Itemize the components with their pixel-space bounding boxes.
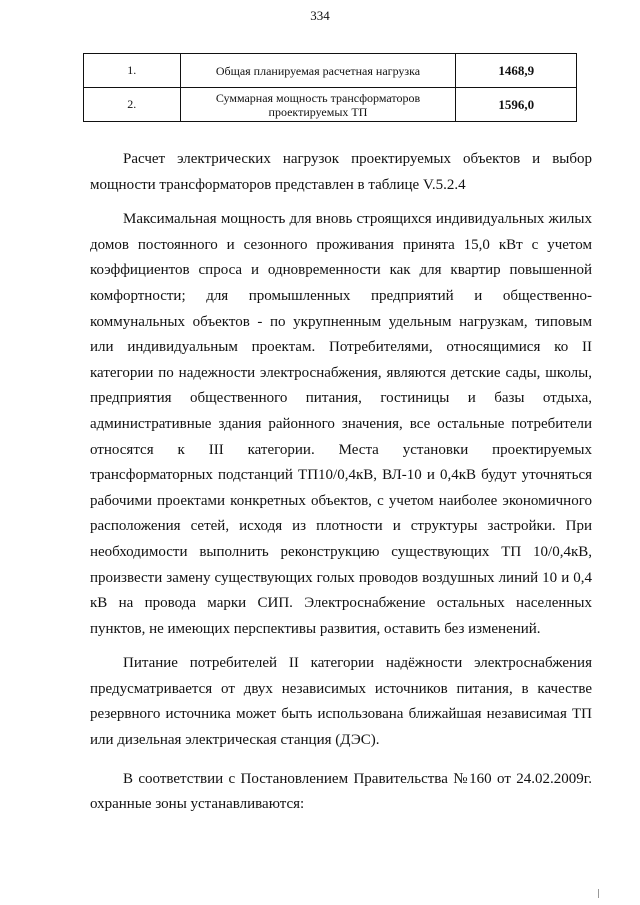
paragraph-category-ii-supply: Питание потребителей II категории надёжности электроснабжения предусматривается от двух независимых источников питания, в качестве резервного источника может быть использована ближайшая независимая ТП или дизельная электрическая станция (ДЭС). — [90, 655, 592, 749]
margin-mark — [598, 889, 599, 898]
page-number: 334 — [310, 8, 330, 23]
paragraph-protection-zones: В соответствии с Постановлением Правительства №160 от 24.02.2009г. охранные зоны устанавливаются: — [90, 770, 592, 813]
paragraph-max-power: Максимальная мощность для вновь строящихся индивидуальных жилых домов постоянного и сезонного проживания принята 15,0 кВт с учетом коэффициентов спроса и одновременности как для квартир повышенной комфортности; для промышленных предприятий и общественно-коммунальных объектов - по укрупненным удельным нагрузкам, типовым или индивидуальным проектам. Потребителями, относящимися ко II категории по надежности электроснабжения, являются детские сады, школы, предприятия общественного питания, гостиницы и базы отдыха, административные здания районного значения, все остальные потребители относятся к III категории. Места установки проектируемых трансформаторных подстанций ТП10/0,4кВ, ВЛ-10 и 0,4кВ будут уточняться рабочими проектами конкретных объектов, с учетом наиболее экономичного расположения сетей, исходя из плотности и структуры застройки. При необходимости выполнить реконструкцию существующих ТП 10/0,4кВ, произвести замену существующих голых проводов воздушных линий 10 и 0,4 кВ на провода марки СИП. Электроснабжение остальных населенных пунктов, не имеющих перспективы развития, оставить без изменений. — [90, 211, 592, 637]
document-body — [90, 147, 592, 818]
table-cell-value: 1468,9 — [456, 54, 577, 88]
table-row — [84, 54, 577, 88]
table-cell-name: Общая планируемая расчетная нагрузка — [180, 54, 456, 88]
table-cell-number: 1. — [84, 54, 181, 88]
table-row — [84, 88, 577, 122]
table-cell-name: Суммарная мощность трансформаторов проектируемых ТП — [180, 88, 456, 122]
paragraph-load-calculation: Расчет электрических нагрузок проектируемых объектов и выбор мощности трансформаторов представлен в таблице V.5.2.4 — [90, 151, 592, 193]
table-cell-number: 2. — [84, 88, 181, 122]
load-summary-table — [83, 53, 577, 122]
table-cell-value: 1596,0 — [456, 88, 577, 122]
